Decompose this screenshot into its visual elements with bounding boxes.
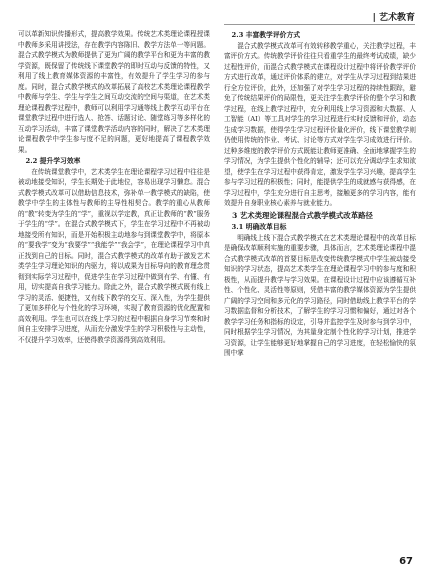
paragraph-reform-goals: 明确线上线下混合式教学模式在艺术类理论课程中的改革目标是确保改革顺利实施的重要步骤，具体而言，艺术类理论课程中混合式教学模式改革的首要目标是改变传统教学模式中学生被动接受知识的学习状态，提高艺术类学生在理论课程学习中的参与度和积极性，从而提升教学与学习效果。在课程设计过程中应该遵循互补性、个性化、灵活性等原则，凭借丰富的教学媒体资源为学生提供广阔的学习空间和多元化的学习路径，同时借助线上教学平台的学习数据监督和分析技术，了解学生的学习习惯和偏好，通过对各个教学学习任务和指标的设定，引导并监控学生及时参与到学习中，同时根据学生学习情况，为其量身定制个性化的学习计划，推进学习资源，让学生能够更好地掌握自己的学习进度，在轻松愉快的氛围中掌 [224,233,416,357]
left-column [18,29,210,547]
subheading-2-3: 2.3 丰富教学评价方式 [231,31,301,39]
journal-section-header: | 艺术教育 [372,13,415,23]
paragraph-teaching-effect: 可以革新知识传播形式，提高教学效果。传统艺术类理论课程授课中教师多采用讲授法，存在教学内容陈旧、教学方法单一等问题。混合式教学模式为教师提供了更为广阔的教学平台和更为丰富的教学资源，既保留了传统线下课堂教学的即时互动与反馈的特性，又利用了线上教育媒体资源的丰富性，有效提升了学生学习的参与度。同时，混合式教学模式的改革拓展了高校艺术类理论课程教学中教师与学生、学生与学生之间互动交流的空间与渠道，在艺术类理论课程教学过程中，教师可以利用学习通等线上教学互动平台在课堂教学过程中进行选人、抢答、话题讨论、随堂练习等多样化的互动学习活动，丰富了课堂教学活动内容的同时，解决了艺术类理论课程教学中学生参与度不足的问题，更好地提高了课程教学效果。 [18,30,210,154]
subheading-2-2: 2.2 提升学习效率 [25,157,81,165]
paragraph-learning-efficiency: 在传统课堂教学中，艺术类学生在理论课程学习过程中往往是被动地接受知识，学生长期处于此地位，容易出现学习懒怠。混合式教学模式改革可以借助信息技术，弥补单一教学模式的缺陷，使教学中学生的主体性与教师的主导性相契合。教学的重心从教师的“教”转变为学生的“学”，重视以学定教，真正让教师的“教”服务于学生的“学”。在混合式教学模式下，学生在学习过程中不再被动地接受所有知识，而是开始积极主动地参与到课堂教学中，将原本的“要我学”变为“我要学”“我能学”“我会学”，在理论课程学习中真正找到自己的目标。同时，混合式教学模式的改革有助于激发艺术类学生学习理论知识的内驱力，将以成果为目标导向的教育理念贯彻到实际学习过程中，促进学生在学习过程中做到有学、有懂、有用，切实提高自我学习能力。除此之外，混合式教学模式既有线上学习的灵活、便捷性，又有线下教学的交互、深入性，为学生提供了更加多样化与个性化的学习环境，实现了教育资源的优化配置和高效利用。学生也可以在线上学习的过程中根据自身学习节奏和时间自主安排学习进度，从而充分激发学生的学习积极性与主动性，不仅提升学习效率，还使得教学资源得到高效利用。 [18,167,210,344]
right-column [224,29,416,547]
paragraph-evaluation-methods: 混合式教学模式改革可有效转移教学重心，关注教学过程，丰富评价方式。传统教学评价往往只看重学生的最终考试成绩，缺少过程性评价，而混合式教学模式在课程设计过程中将评价教学评价方式进行改革，通过评价体系的建立，对学生从学习过程到结果进行全方位评价，此外，还加强了对学生学习过程的持续性跟踪，避免了传统结果评价的局限性，更关注学生教学评价的整个学习和教学过程，在线上教学过程中，充分利用线上学习资源和大数据、人工智能（AI）等工具对学生的学习过程进行实时反馈和评价，动态生成学习数据，使得学生学习过程评价量化评价，线下课堂教学则仍使用传统的作业、考试、讨论等方式对学生学习成效进行评价。过种多维度的教学评价方式既能让教师更准确、全面地掌握学生的学习情况，为学生提供个性化的辅导；还可以充分调动学生求知欲望，使学生在学习过程中获得肯定，激发学生学习兴趣，提高学生参与学习过程的积极性；同时，能提供学生的成就感与获得感，在学习过程中，学生充分进行自主思考，接触更多的学习内容，能有效提升自身职业核心素养与就业能力。 [224,41,416,207]
header-divider [224,24,415,25]
page-number: 67 [399,556,413,567]
subheading-3-1: 3.1 明确改革目标 [231,223,287,231]
section-heading-3: 3 艺术类理论课程混合式教学模式改革路径 [232,210,373,220]
